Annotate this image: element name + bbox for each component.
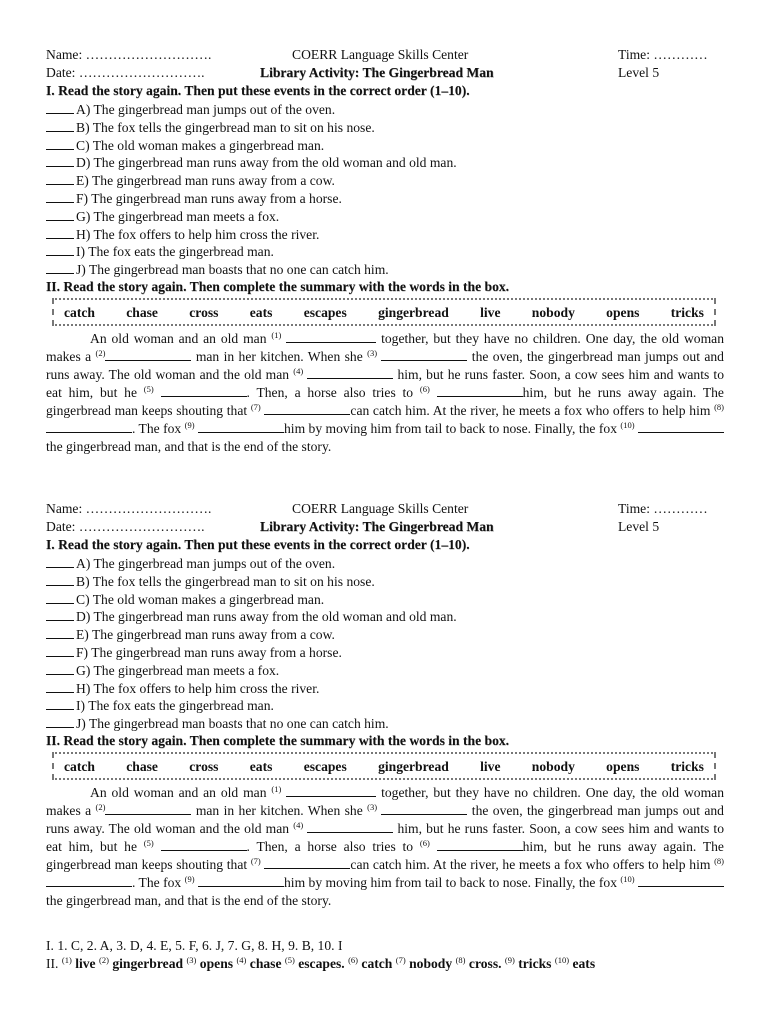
summary-blank[interactable] bbox=[161, 384, 247, 397]
name-field: Name: ………………………. bbox=[46, 501, 212, 516]
summary-blank[interactable] bbox=[161, 838, 247, 851]
summary-blank[interactable] bbox=[46, 420, 132, 433]
word-box-item: cross bbox=[189, 304, 219, 320]
order-blank[interactable] bbox=[46, 153, 74, 167]
event-item: D) The gingerbread man runs away from the old woman and old man. bbox=[46, 153, 724, 171]
event-item: D) The gingerbread man runs away from the old woman and old man. bbox=[46, 607, 724, 625]
word-box-item: eats bbox=[249, 758, 273, 774]
word-box-item: catch bbox=[64, 304, 95, 320]
order-blank[interactable] bbox=[46, 572, 74, 586]
time-field: Time: ………… bbox=[618, 501, 708, 516]
word-box-item: opens bbox=[606, 758, 640, 774]
order-blank[interactable] bbox=[46, 714, 74, 728]
order-blank[interactable] bbox=[46, 661, 74, 675]
event-list bbox=[46, 100, 724, 278]
event-item: E) The gingerbread man runs away from a cow. bbox=[46, 625, 724, 643]
level-label: Level 5 bbox=[618, 65, 660, 80]
order-blank[interactable] bbox=[46, 643, 74, 657]
order-blank[interactable] bbox=[46, 679, 74, 693]
summary-blank[interactable] bbox=[638, 874, 724, 887]
event-item: B) The fox tells the gingerbread man to sit on his nose. bbox=[46, 572, 724, 590]
word-box bbox=[52, 298, 716, 326]
word-box-item: tricks bbox=[670, 304, 704, 320]
name-field: Name: ………………………. bbox=[46, 47, 212, 62]
summary-paragraph: An old woman and an old man $^{(1)}$ together, but they have no children. One day, the old woman makes a $^{(2)}$ man in her kitchen. When she $^{(3)}$ the oven, the gingerbread man jumps out and runs away. The old woman and the old man $^{(4)}$ him, but he runs faster. Soon, a cow sees him and wants to eat him, but he $^{(5)}$ . Then, a horse also tries to $^{(6)}$ him, but he runs away again. The gingerbread man keeps shouting that $^{(7)}$ can catch him. At the river, he meets a fox who offers to help him $^{(8)}$ . The fox $^{(9)}$ him by moving him from tail to back to nose. Finally, the fox $^{(10)}$ the gingerbread man, and that is the end of the story. bbox=[46, 783, 725, 908]
worksheet-copy-2 bbox=[46, 500, 724, 910]
summary-blank[interactable] bbox=[307, 820, 393, 833]
event-item: F) The gingerbread man runs away from a horse. bbox=[46, 643, 724, 661]
order-blank[interactable] bbox=[46, 225, 74, 239]
answer-key-part2: II. $^{(1)}$ live $^{(2)}$ gingerbread $^{(3)}$ opens $^{(4)}$ chase $^{(5)}$ escapes. $^{(6)}$ catch $^{(7)}$ nobody $^{(8)}$ cross. $^{(9)}$ tricks $^{(10)}$ eats bbox=[46, 955, 596, 971]
event-item: I) The fox eats the gingerbread man. bbox=[46, 696, 724, 714]
header-row-2 bbox=[46, 64, 724, 82]
event-item: J) The gingerbread man boasts that no one can catch him. bbox=[46, 260, 724, 278]
order-blank[interactable] bbox=[46, 189, 74, 203]
word-box bbox=[52, 752, 716, 780]
summary-paragraph: An old woman and an old man $^{(1)}$ together, but they have no children. One day, the old woman makes a $^{(2)}$ man in her kitchen. When she $^{(3)}$ the oven, the gingerbread man jumps out and runs away. The old woman and the old man $^{(4)}$ him, but he runs faster. Soon, a cow sees him and wants to eat him, but he $^{(5)}$ . Then, a horse also tries to $^{(6)}$ him, but he runs away again. The gingerbread man keeps shouting that $^{(7)}$ can catch him. At the river, he meets a fox who offers to help him $^{(8)}$ . The fox $^{(9)}$ him by moving him from tail to back to nose. Finally, the fox $^{(10)}$ the gingerbread man, and that is the end of the story. bbox=[46, 329, 725, 454]
activity-title: Library Activity: The Gingerbread Man bbox=[260, 65, 494, 80]
order-blank[interactable] bbox=[46, 607, 74, 621]
word-box-item: opens bbox=[606, 304, 640, 320]
event-item: I) The fox eats the gingerbread man. bbox=[46, 242, 724, 260]
summary-blank[interactable] bbox=[286, 330, 376, 343]
order-blank[interactable] bbox=[46, 590, 74, 604]
event-item: F) The gingerbread man runs away from a horse. bbox=[46, 189, 724, 207]
date-field: Date: ………………………. bbox=[46, 65, 205, 80]
summary-blank[interactable] bbox=[105, 348, 191, 361]
order-blank[interactable] bbox=[46, 696, 74, 710]
order-blank[interactable] bbox=[46, 207, 74, 221]
header-row-1 bbox=[46, 46, 724, 64]
event-item: C) The old woman makes a gingerbread man. bbox=[46, 136, 724, 154]
word-box-item: live bbox=[480, 304, 501, 320]
section2-heading: II. Read the story again. Then complete the summary with the words in the box. bbox=[46, 278, 510, 294]
event-item: C) The old woman makes a gingerbread man. bbox=[46, 590, 724, 608]
date-field: Date: ………………………. bbox=[46, 519, 205, 534]
event-item: B) The fox tells the gingerbread man to sit on his nose. bbox=[46, 118, 724, 136]
center-name: COERR Language Skills Center bbox=[292, 47, 469, 62]
header-row-2 bbox=[46, 518, 724, 536]
summary-blank[interactable] bbox=[437, 838, 523, 851]
order-blank[interactable] bbox=[46, 625, 74, 639]
word-box-item: escapes bbox=[303, 304, 347, 320]
order-blank[interactable] bbox=[46, 136, 74, 150]
word-box-item: cross bbox=[189, 758, 219, 774]
event-item: A) The gingerbread man jumps out of the oven. bbox=[46, 554, 724, 572]
summary-blank[interactable] bbox=[307, 366, 393, 379]
answer-key bbox=[46, 937, 726, 973]
order-blank[interactable] bbox=[46, 171, 74, 185]
word-box-item: gingerbread bbox=[378, 304, 449, 320]
event-list bbox=[46, 554, 724, 732]
time-field: Time: ………… bbox=[618, 47, 708, 62]
center-name: COERR Language Skills Center bbox=[292, 501, 469, 516]
worksheet-copy-1 bbox=[46, 46, 724, 456]
summary-blank[interactable] bbox=[198, 874, 284, 887]
summary-blank[interactable] bbox=[264, 402, 350, 415]
word-box-item: chase bbox=[126, 304, 158, 320]
event-item: A) The gingerbread man jumps out of the oven. bbox=[46, 100, 724, 118]
order-blank[interactable] bbox=[46, 554, 74, 568]
summary-blank[interactable] bbox=[46, 874, 132, 887]
word-box-item: nobody bbox=[531, 304, 575, 320]
event-item: H) The fox offers to help him cross the river. bbox=[46, 679, 724, 697]
summary-blank[interactable] bbox=[105, 802, 191, 815]
event-item: H) The fox offers to help him cross the river. bbox=[46, 225, 724, 243]
event-item: G) The gingerbread man meets a fox. bbox=[46, 661, 724, 679]
word-box-item: catch bbox=[64, 758, 95, 774]
word-box-item: live bbox=[480, 758, 501, 774]
order-blank[interactable] bbox=[46, 118, 74, 132]
activity-title: Library Activity: The Gingerbread Man bbox=[260, 519, 494, 534]
word-box-item: gingerbread bbox=[378, 758, 449, 774]
summary-blank[interactable] bbox=[381, 802, 467, 815]
header-row-1 bbox=[46, 500, 724, 518]
event-item: E) The gingerbread man runs away from a cow. bbox=[46, 171, 724, 189]
word-box-item: escapes bbox=[303, 758, 347, 774]
summary-blank[interactable] bbox=[381, 348, 467, 361]
summary-blank[interactable] bbox=[198, 420, 284, 433]
word-box-item: nobody bbox=[531, 758, 575, 774]
event-item: J) The gingerbread man boasts that no one can catch him. bbox=[46, 714, 724, 732]
word-box-item: tricks bbox=[670, 758, 704, 774]
section1-heading: I. Read the story again. Then put these events in the correct order (1–10). bbox=[46, 83, 470, 98]
order-blank[interactable] bbox=[46, 100, 74, 114]
word-box-item: chase bbox=[126, 758, 158, 774]
word-box-item: eats bbox=[249, 304, 273, 320]
order-blank[interactable] bbox=[46, 260, 74, 274]
summary-blank[interactable] bbox=[286, 784, 376, 797]
section2-heading: II. Read the story again. Then complete the summary with the words in the box. bbox=[46, 732, 510, 748]
event-item: G) The gingerbread man meets a fox. bbox=[46, 207, 724, 225]
summary-blank[interactable] bbox=[638, 420, 724, 433]
summary-blank[interactable] bbox=[437, 384, 523, 397]
level-label: Level 5 bbox=[618, 519, 660, 534]
answer-key-part1: I. 1. C, 2. A, 3. D, 4. E, 5. F, 6. J, 7. G, 8. H, 9. B, 10. I bbox=[46, 938, 343, 953]
section1-heading: I. Read the story again. Then put these events in the correct order (1–10). bbox=[46, 537, 470, 552]
order-blank[interactable] bbox=[46, 242, 74, 256]
summary-blank[interactable] bbox=[264, 856, 350, 869]
